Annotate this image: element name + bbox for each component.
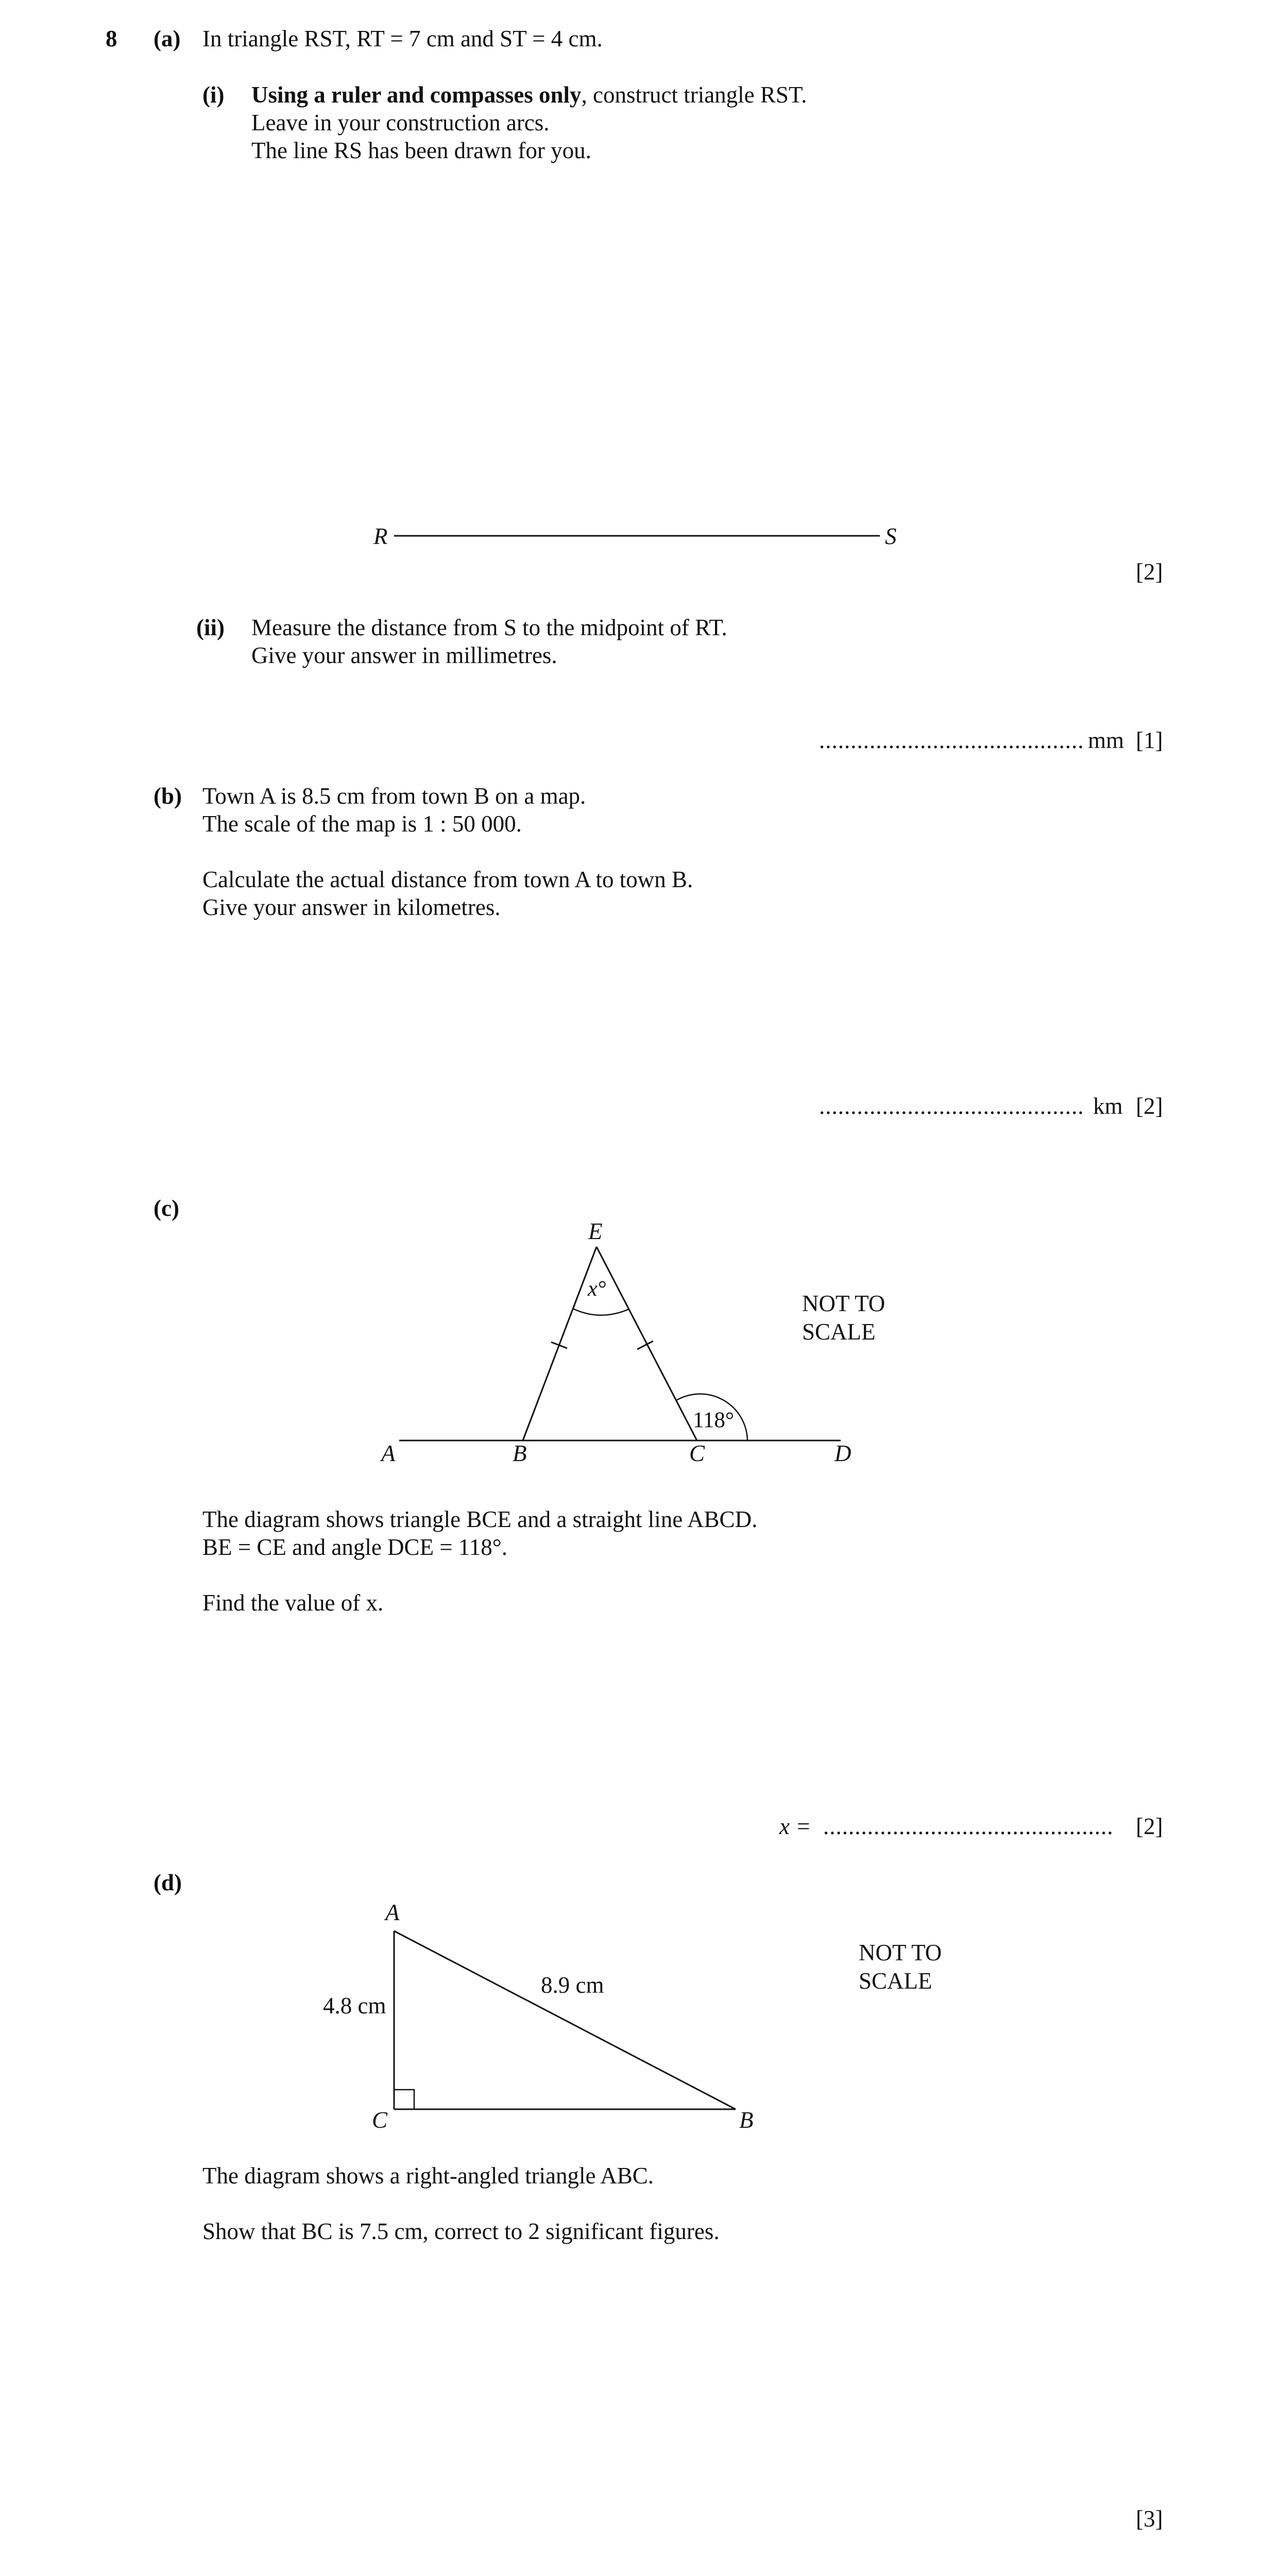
part-b-line2: The scale of the map is 1 : 50 000. [202,811,522,837]
point-a-label: A [385,1900,400,1925]
not-to-scale-line2: SCALE [859,1968,932,1994]
angle-x-label: x° [588,1277,606,1301]
point-a-label: A [381,1440,396,1466]
part-c-label: (c) [154,1195,179,1221]
part-b-unit: km [1093,1093,1123,1119]
part-a-i-label: (i) [202,82,225,108]
part-b-label: (b) [154,783,182,809]
part-a-ii-marks: [1] [1136,727,1163,753]
part-a-i-line3: The line RS has been drawn for you. [251,138,591,163]
part-c-answer-line[interactable]: .............................................. [823,1814,1114,1839]
part-a-intro: In triangle RST, RT = 7 cm and ST = 4 cm. [202,26,603,52]
part-a-ii-line2: Give your answer in millimetres. [251,642,557,668]
side-ab-label: 8.9 cm [541,1972,604,1998]
part-c-line1: The diagram shows triangle BCE and a straight line ABCD. [202,1506,758,1532]
not-to-scale-line1: NOT TO [802,1291,885,1316]
part-d-line2: Show that BC is 7.5 cm, correct to 2 significant figures. [202,2218,720,2244]
part-a-label: (a) [154,26,181,52]
part-c-line2: BE = CE and angle DCE = 118°. [202,1534,508,1560]
bold-lead: Using a ruler and compasses only [251,82,582,108]
side-ab [394,1931,736,2109]
not-to-scale-line2: SCALE [802,1319,876,1345]
part-d-label: (d) [154,1870,182,1895]
part-a-i-line2: Leave in your construction arcs. [251,110,550,135]
right-angle-mark [394,2090,414,2109]
part-c-marks: [2] [1136,1814,1163,1839]
part-a-ii-line1: Measure the distance from S to the midpoint of RT. [251,615,727,640]
point-c-label: C [372,2107,388,2133]
part-b-line3: Calculate the actual distance from town A to town B. [202,867,693,892]
angle-118-label: 118° [693,1408,735,1432]
part-b-marks: [2] [1136,1093,1163,1119]
part-a-i-marks: [2] [1136,559,1163,585]
side-ac-label: 4.8 cm [323,1993,386,2019]
part-d-marks: [3] [1136,2506,1163,2532]
part-c-line3: Find the value of x. [202,1590,384,1616]
part-d-line1: The diagram shows a right-angled triangle ABC. [202,2163,654,2189]
point-b-label: B [739,2107,754,2133]
point-r-label: R [373,523,388,549]
part-a-ii-label: (ii) [196,615,225,640]
part-c-answer-prefix: x = [779,1814,811,1839]
part-b-answer-line[interactable]: .......................................... [819,1093,1084,1119]
part-a-ii-unit: mm [1088,727,1124,753]
question-number: 8 [106,26,117,52]
point-d-label: D [834,1440,851,1466]
point-c-label: C [689,1440,705,1466]
point-e-label: E [588,1218,603,1244]
part-a-ii-answer-line[interactable]: .......................................... [819,727,1084,753]
part-b-line1: Town A is 8.5 cm from town B on a map. [202,783,586,809]
part-b-line4: Give your answer in kilometres. [202,894,501,920]
point-s-label: S [885,523,897,549]
point-b-label: B [513,1440,527,1466]
line1-rest: , construct triangle RST. [581,82,807,108]
not-to-scale-line1: NOT TO [859,1940,942,1965]
